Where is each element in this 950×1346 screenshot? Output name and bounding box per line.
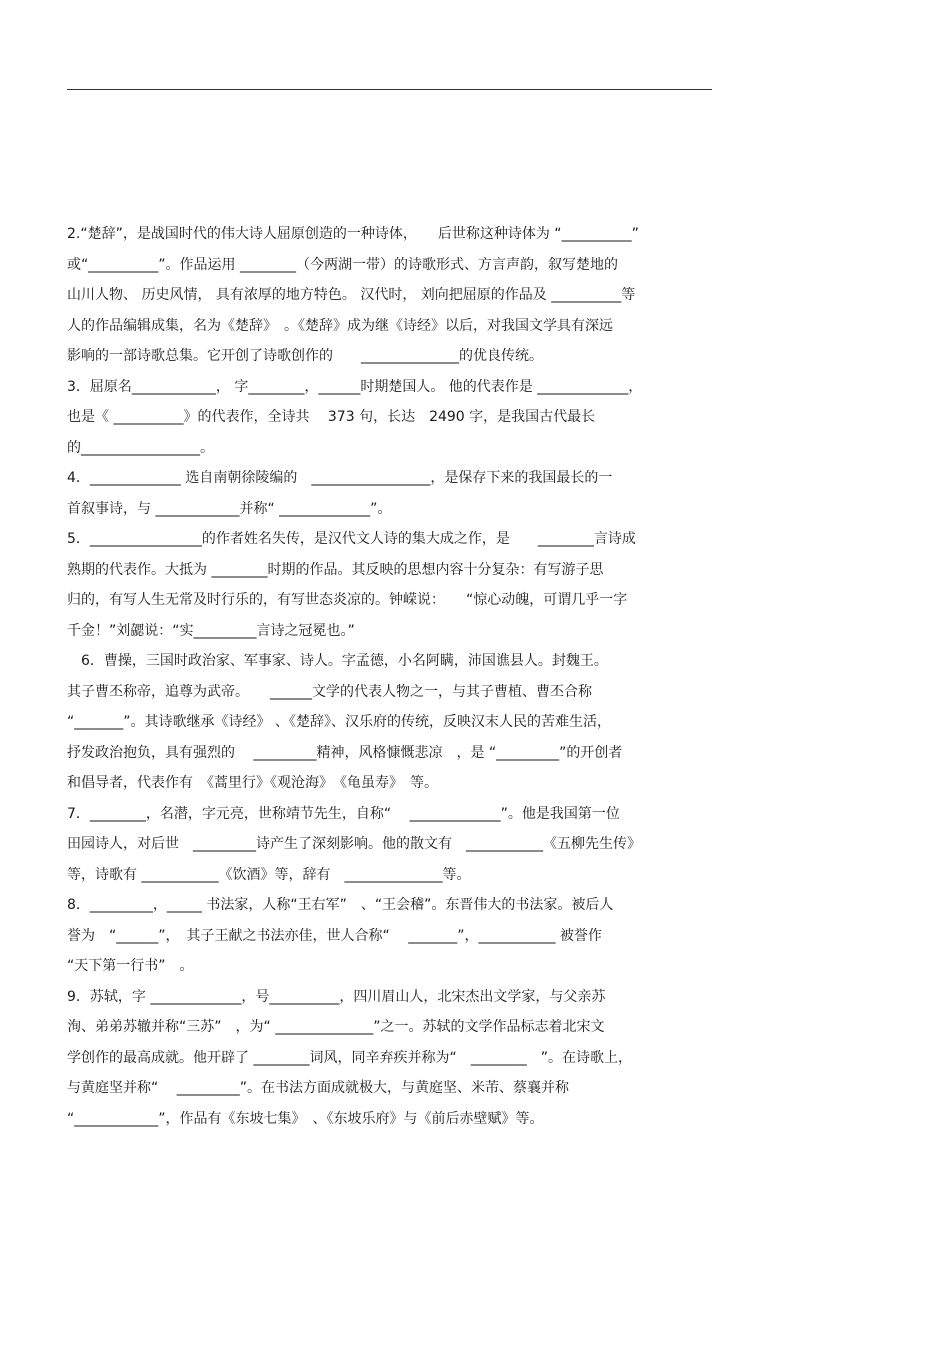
text-line: 2.“楚辞”，是战国时代的伟大诗人屈原创造的一种诗体， 后世称这种诗体为 “__________”: [67, 226, 639, 242]
text-line: 归的，有写人生无常及时行乐的，有写世态炎凉的。钟嵘说： “惊心动魄，可谓几乎一字: [67, 592, 628, 608]
text-line: 的_________________。: [67, 439, 214, 456]
text-line: 山川人物、 历史风情， 具有浓厚的地方特色。 汉代时， 刘向把屈原的作品及 __________等: [67, 287, 636, 303]
text-line: 8．_________，_____ 书法家，人称“王右军” 、“王会稽”。东晋伟大的书法家。被后人: [67, 897, 614, 913]
text-line: 等，诗歌有 ___________《饮酒》等，辞有 ______________等。: [67, 866, 471, 883]
text-line: 抒发政治抱负，具有强烈的 _________精神，风格慷慨悲凉 ，是 “_________”的开创者: [67, 744, 623, 761]
text-line: 7．________，名潜，字元亮，世称靖节先生，自称“ _____________”。他是我国第一位: [67, 805, 620, 822]
text-line: 洵、弟弟苏辙并称“三苏” ，为“ ______________”之一。苏轼的文学作品标志着北宋文: [67, 1019, 605, 1035]
text-line: 千金！”刘勰说：“实_________言诗之冠冕也。”: [67, 622, 355, 639]
text-line: 学创作的最高成就。他开辟了 ________词风，同辛弃疾并称为“ ________ ”。在诗歌上，: [67, 1049, 632, 1066]
text-line: 4．_____________ 选自南朝徐陵编的 _________________，是保存下来的我国最长的一: [67, 470, 613, 486]
text-line: 首叙事诗，与 ____________并称“ _____________”。: [67, 500, 392, 517]
text-line: 9．苏轼，字 _____________，号__________，四川眉山人，北宋杰出文学家，与父亲苏: [67, 988, 606, 1005]
text-line: 田园诗人，对后世 _________诗产生了深刻影响。他的散文有 ___________《五柳先生传》: [67, 836, 641, 852]
text-line: 6．曹操，三国时政治家、军事家、诗人。字孟德，小名阿瞒，沛国谯县人。封魏王。: [67, 653, 608, 669]
text-line: “____________”，作品有《东坡七集》 、《东坡乐府》与《前后赤壁赋》等。: [67, 1110, 544, 1127]
text-line: 和倡导者，代表作有 《蒿里行》《观沧海》 《龟虽寿》 等。: [67, 775, 438, 791]
document-body: [67, 219, 727, 1134]
text-line: “天下第一行书” 。: [67, 958, 194, 974]
text-line: 3．屈原名____________， 字________，______时期楚国人。 他的代表作是 _____________，: [67, 378, 643, 395]
text-line: 影响的一部诗歌总集。它开创了诗歌创作的 ______________的优良传统。: [67, 348, 543, 364]
text-line: 其子曹丕称帝，追尊为武帝。 ______文学的代表人物之一，与其子曹植、曹丕合称: [67, 683, 592, 700]
text-line: 熟期的代表作。大抵为 ________时期的作品。其反映的思想内容十分复杂：有写游子思: [67, 561, 604, 578]
text-line: 5．________________的作者姓名失传，是汉代文人诗的集大成之作，是 ________言诗成: [67, 531, 636, 547]
text-line: 人的作品编辑成集，名为《楚辞》 。《楚辞》成为继《诗经》以后，对我国文学具有深远: [67, 317, 613, 334]
text-line: 或“__________”。作品运用 ________（今两湖一带）的诗歌形式、方言声韵，叙写楚地的: [67, 256, 618, 273]
text-line: 也是《 __________》的代表作，全诗共 373 句，长达 2490 字，是我国古代最长: [67, 409, 596, 425]
text-line: “_______”。其诗歌继承《诗经》 、《楚辞》、汉乐府的传统，反映汉末人民的苦难生活，: [67, 714, 611, 730]
text-line: 誉为 “______”， 其子王献之书法亦佳，世人合称“ _______”，___________ 被誉作: [67, 927, 602, 944]
text-line: 与黄庭坚并称“ _________”。在书法方面成就极大，与黄庭坚、米芾、蔡襄并称: [67, 1080, 569, 1096]
header-rule: [67, 89, 712, 90]
